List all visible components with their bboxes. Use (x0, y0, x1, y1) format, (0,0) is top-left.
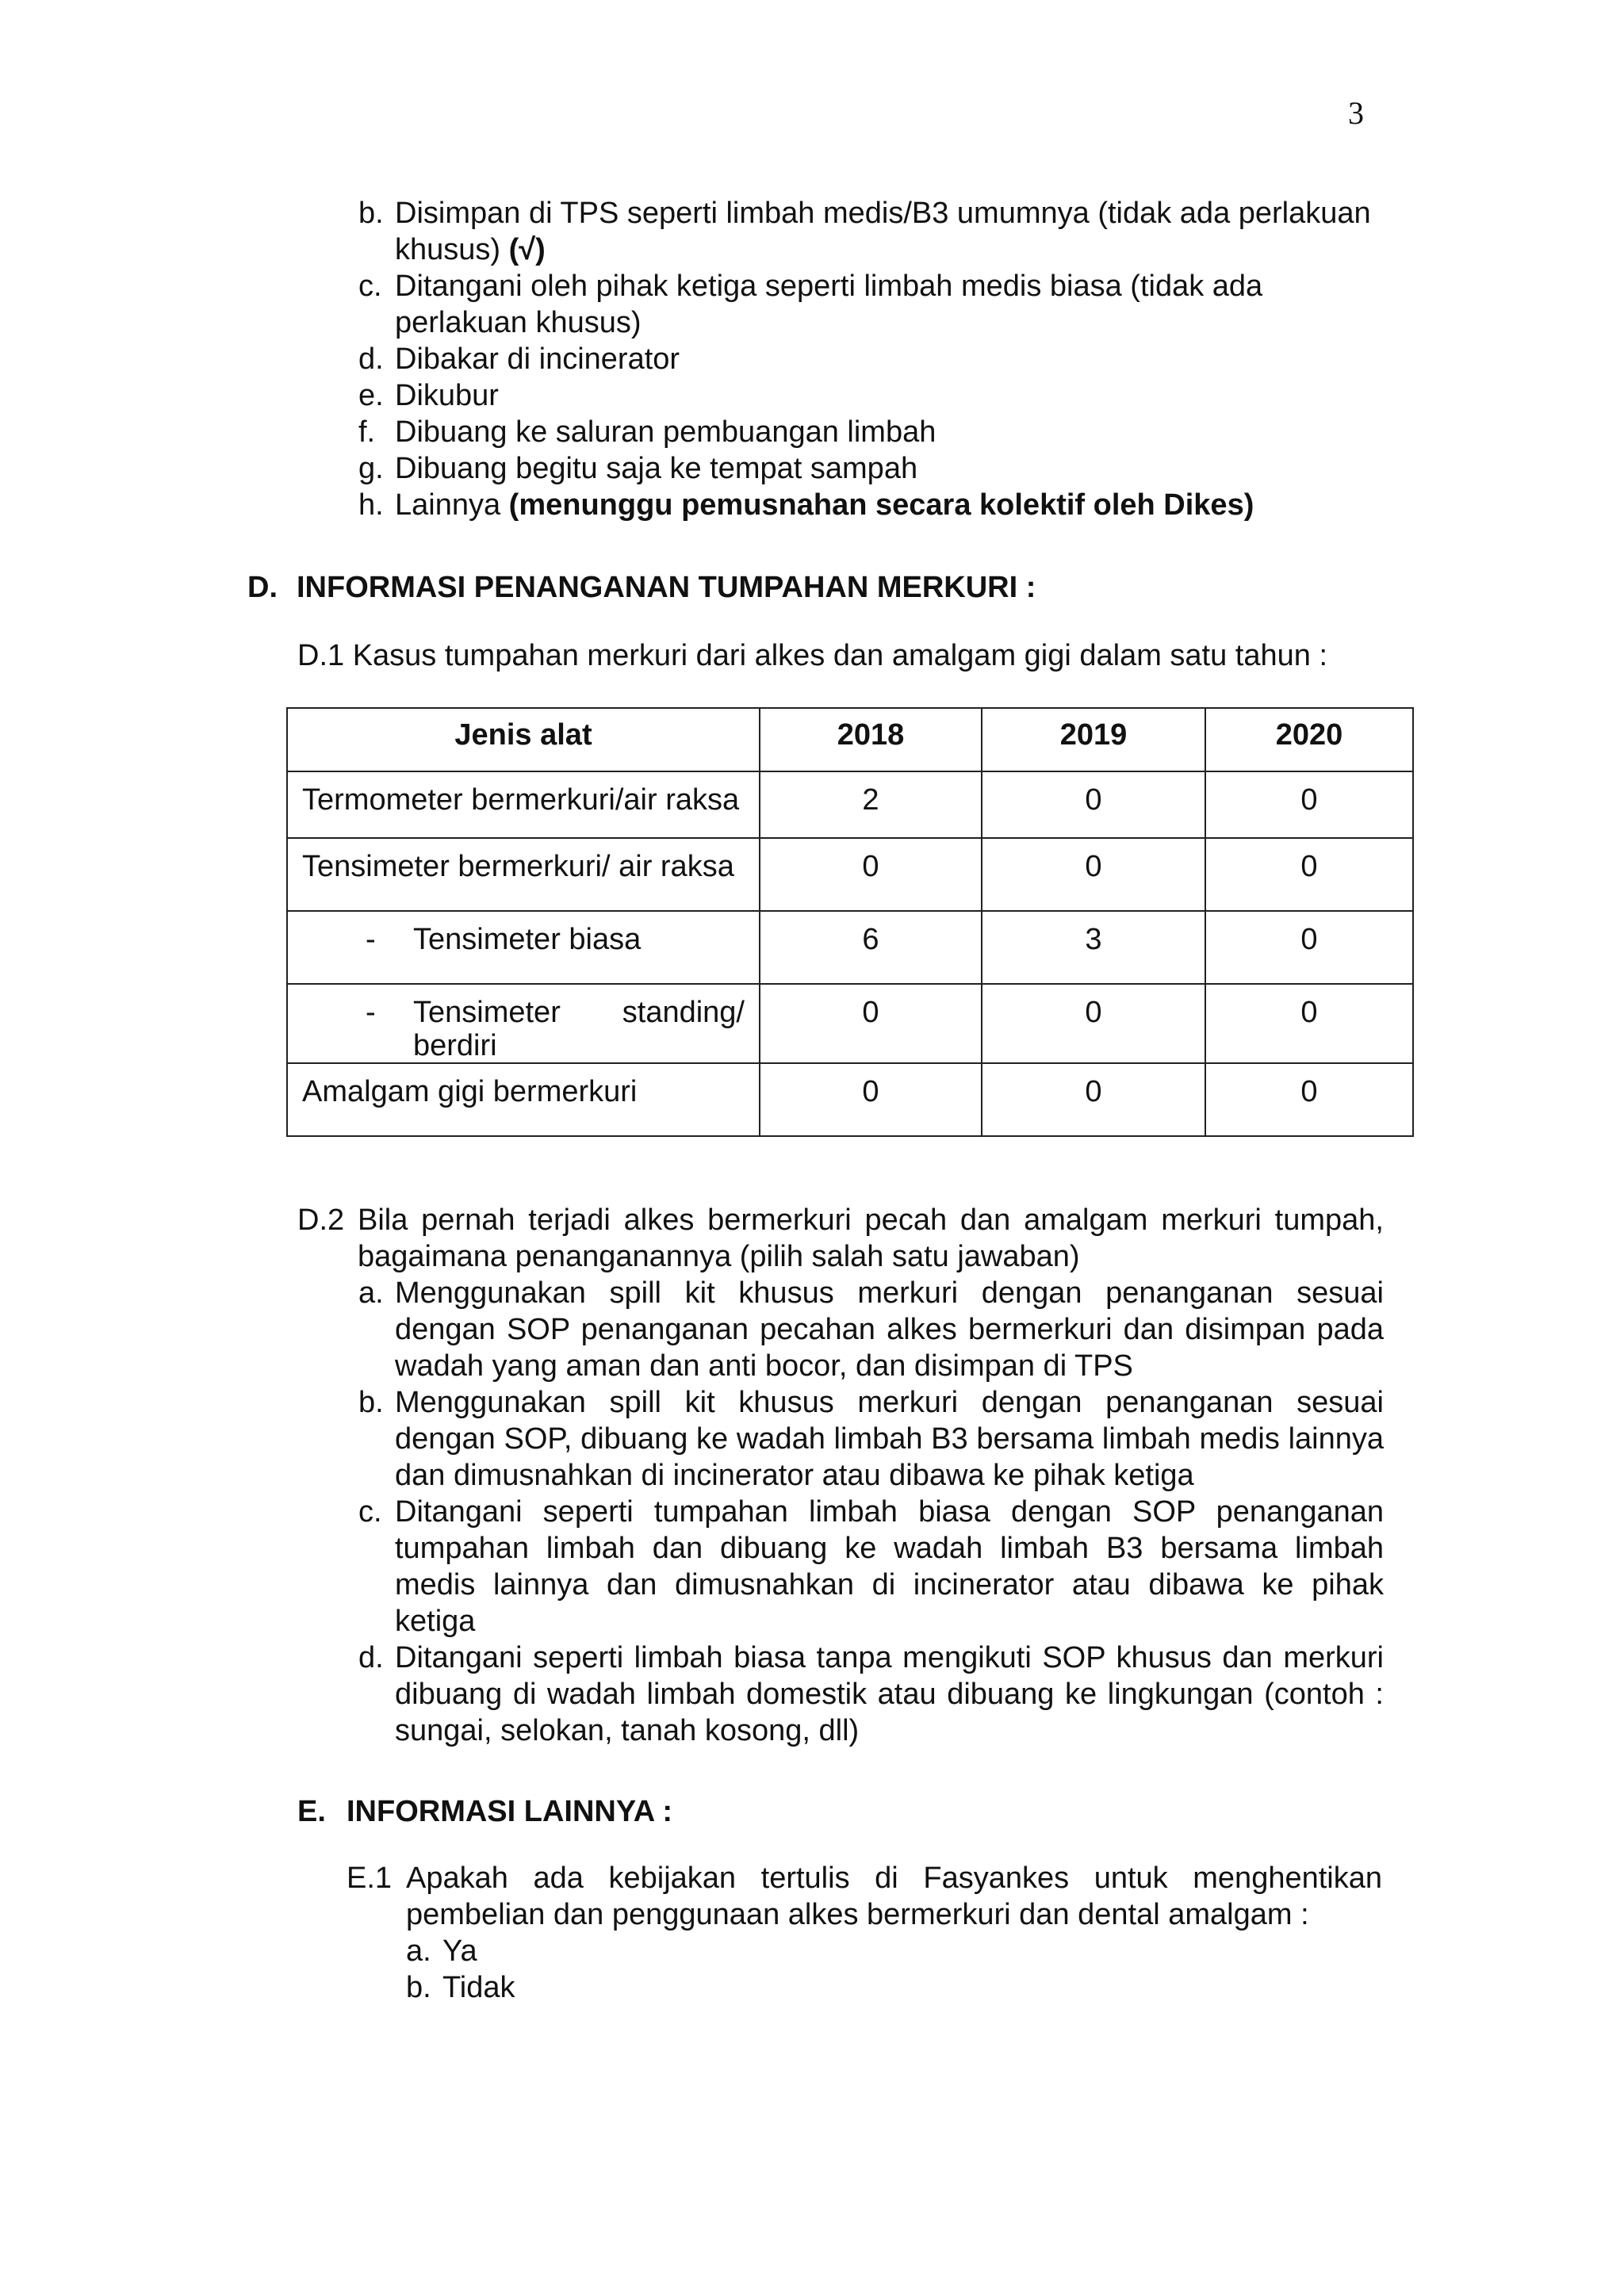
answer-option (358, 1494, 1384, 1640)
mercury-spill-table (286, 707, 1414, 1137)
cell-2020: 0 (1205, 771, 1413, 838)
list-item-text: Dibakar di incinerator (395, 342, 680, 376)
cell-2019: 0 (982, 984, 1205, 1063)
cell-2019: 0 (982, 1063, 1205, 1136)
list-marker: h. (358, 488, 384, 522)
section-title: INFORMASI LAINNYA : (347, 1795, 672, 1828)
question-text-block (297, 1202, 1384, 1275)
answer-options (406, 1933, 1382, 2006)
table-header-row (287, 708, 1413, 771)
list-marker: e. (358, 379, 384, 412)
list-marker: d. (358, 342, 384, 376)
option-marker: c. (358, 1495, 382, 1529)
section-number: D. (247, 571, 278, 604)
list-item (358, 268, 1389, 341)
cell-2019: 0 (982, 838, 1205, 911)
option-text: Ya (442, 1934, 477, 1968)
answer-option (358, 1384, 1384, 1494)
list-marker: c. (358, 270, 382, 303)
list-item (358, 341, 1389, 377)
option-text: Menggunakan spill kit khusus merkuri dengan penanganan sesuai dengan SOP penanganan pecahan alkes bermerkuri dan disimpan pada wadah yang aman dan anti bocor, dan disimpan di TPS (395, 1276, 1384, 1383)
list-item-text: Dibuang ke saluran pembuangan limbah (395, 415, 936, 449)
list-item-text: Dibuang begitu saja ke tempat sampah (395, 452, 918, 485)
table-row (287, 1063, 1413, 1136)
checkmark-answer: (√) (508, 233, 546, 266)
answer-option (406, 1969, 1382, 2006)
sub-item-dash: - (366, 996, 376, 1029)
table-row (287, 911, 1413, 984)
table-row (287, 838, 1413, 911)
cell-2020: 0 (1205, 984, 1413, 1063)
column-header: 2018 (760, 708, 982, 771)
list-item (358, 487, 1389, 523)
option-marker: a. (406, 1934, 431, 1968)
row-label-part: standing/ (622, 996, 745, 1029)
cell-2018: 0 (760, 838, 982, 911)
cell-2020: 0 (1205, 1063, 1413, 1136)
list-item-text: Ditangani oleh pihak ketiga seperti limbah medis biasa (tidak ada perlakuan khusus) (395, 270, 1263, 339)
list-item (358, 414, 1389, 450)
list-item (358, 450, 1389, 487)
cell-2020: 0 (1205, 911, 1413, 984)
answer-option (358, 1275, 1384, 1384)
table-row (287, 984, 1413, 1063)
list-item-text: Disimpan di TPS seperti limbah medis/B3 umumnya (tidak ada perlakuan khusus) (395, 197, 1371, 266)
row-label: Tensimeter biasa (413, 923, 642, 956)
page-number: 3 (1348, 95, 1364, 131)
list-item (358, 377, 1389, 414)
list-item-text: Lainnya (395, 488, 509, 522)
question-e1 (347, 1860, 1382, 2006)
list-item-answer: (menunggu pemusnahan secara kolektif oleh Dikes) (508, 488, 1254, 522)
row-label: Termometer bermerkuri/air raksa (287, 771, 760, 838)
option-text: Menggunakan spill kit khusus merkuri dengan penanganan sesuai dengan SOP, dibuang ke wadah limbah B3 bersama limbah medis lainnya dan dimusnahkan di incinerator atau dibawa ke pihak ketiga (395, 1386, 1384, 1492)
answer-option (358, 1640, 1384, 1749)
option-marker: b. (406, 1971, 431, 2004)
section-title: INFORMASI PENANGANAN TUMPAHAN MERKURI : (297, 571, 1036, 604)
row-label-part: berdiri (413, 1029, 497, 1062)
cell-2019: 3 (982, 911, 1205, 984)
question-number: E.1 (347, 1862, 393, 1895)
option-marker: a. (358, 1276, 384, 1310)
question-text-block (347, 1860, 1382, 1933)
row-label-cell (287, 911, 760, 984)
column-header: Jenis alat (287, 708, 760, 771)
list-item (358, 195, 1389, 268)
option-text: Tidak (442, 1971, 515, 2004)
option-marker: d. (358, 1641, 384, 1674)
question-text: Apakah ada kebijakan tertulis di Fasyankes untuk menghentikan pembelian dan penggunaan alkes bermerkuri dan dental amalgam : (406, 1862, 1382, 1931)
cell-2018: 6 (760, 911, 982, 984)
column-header: 2019 (982, 708, 1205, 771)
list-marker: f. (358, 415, 376, 449)
column-header: 2020 (1205, 708, 1413, 771)
question-d1: D.1 Kasus tumpahan merkuri dari alkes dan amalgam gigi dalam satu tahun : (297, 639, 1328, 672)
answer-options (358, 1275, 1384, 1749)
option-marker: b. (358, 1386, 384, 1419)
answer-option (406, 1933, 1382, 1969)
option-text: Ditangani seperti limbah biasa tanpa mengikuti SOP khusus dan merkuri dibuang di wadah limbah domestik atau dibuang ke lingkungan (contoh : sungai, selokan, tanah kosong, dll) (395, 1641, 1384, 1747)
table-row (287, 771, 1413, 838)
list-item-text: Dikubur (395, 379, 499, 412)
question-d2 (297, 1202, 1384, 1749)
row-label-part: Tensimeter (413, 996, 561, 1029)
question-text: Bila pernah terjadi alkes bermerkuri pecah dan amalgam merkuri tumpah, bagaimana penanganannya (pilih salah satu jawaban) (358, 1203, 1384, 1273)
cell-2018: 2 (760, 771, 982, 838)
cell-2018: 0 (760, 1063, 982, 1136)
cell-2020: 0 (1205, 838, 1413, 911)
row-label-cell (287, 984, 760, 1063)
sub-item-dash: - (366, 923, 376, 956)
section-e-heading (297, 1793, 672, 1830)
list-marker: g. (358, 452, 384, 485)
section-d-heading (247, 569, 1036, 606)
waste-handling-options-list (358, 195, 1389, 523)
option-text: Ditangani seperti tumpahan limbah biasa dengan SOP penanganan tumpahan limbah dan dibuang ke wadah limbah B3 bersama limbah medis lainnya dan dimusnahkan di incinerator atau dibawa ke pihak ketiga (395, 1495, 1384, 1638)
cell-2019: 0 (982, 771, 1205, 838)
section-number: E. (297, 1795, 326, 1828)
row-label: Tensimeter bermerkuri/ air raksa (287, 838, 760, 911)
question-number: D.2 (297, 1203, 345, 1237)
row-label: Amalgam gigi bermerkuri (287, 1063, 760, 1136)
list-marker: b. (358, 197, 384, 230)
cell-2018: 0 (760, 984, 982, 1063)
